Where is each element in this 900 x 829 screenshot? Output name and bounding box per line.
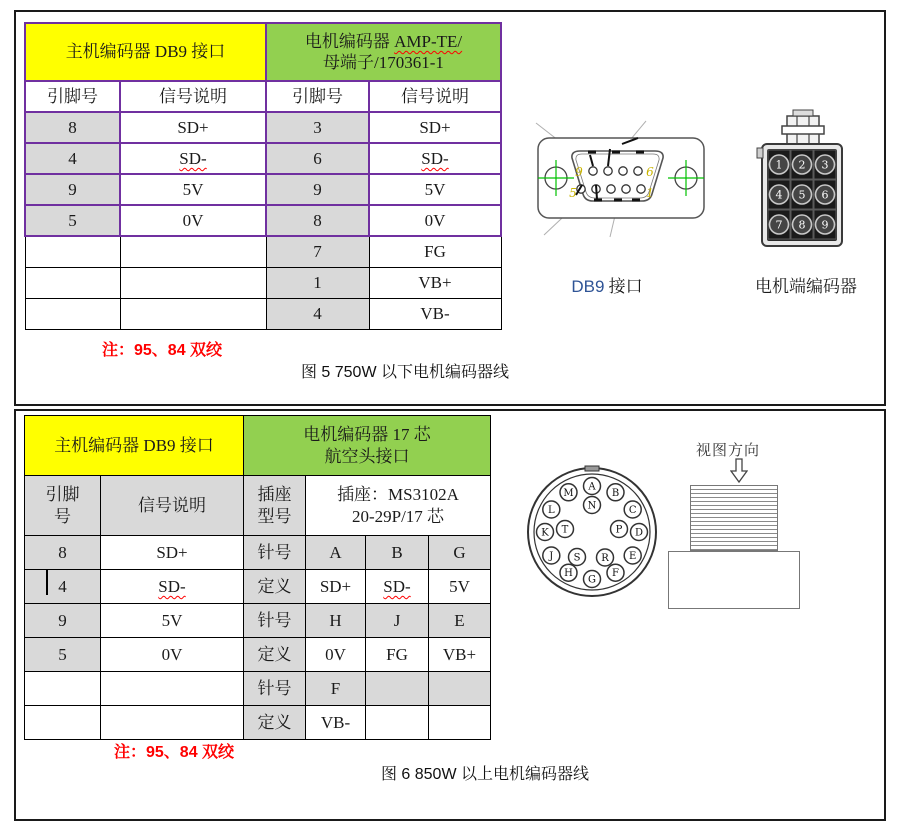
col-header xyxy=(25,476,101,536)
socket-model-text: 插座：MS3102A xyxy=(337,485,459,505)
socket-model-text: 20-29P/17 芯 xyxy=(351,506,445,526)
header-text: 电机编码器 17 芯 xyxy=(303,425,431,445)
cell: 5V xyxy=(101,604,244,638)
header-motor-encoder xyxy=(244,416,491,476)
cell: 定义 xyxy=(244,570,306,604)
cell: A xyxy=(306,536,366,570)
cell xyxy=(120,267,266,298)
motor-encoder-connector-drawing xyxy=(751,108,861,268)
cell: 5V xyxy=(369,174,501,205)
cell: 3 xyxy=(266,112,369,143)
figure6-section xyxy=(14,409,886,821)
cell: 6 xyxy=(266,143,369,174)
cell xyxy=(369,143,501,174)
header-text: 电机编码器 xyxy=(304,31,395,51)
cell xyxy=(25,298,120,329)
threaded-barrel xyxy=(690,485,778,551)
col-header: 信号说明 xyxy=(101,476,244,536)
pin-letter: M xyxy=(563,487,574,499)
cell: SD+ xyxy=(101,536,244,570)
cell: 定义 xyxy=(244,638,306,672)
header-motor-encoder xyxy=(266,23,501,81)
pin-letter: R xyxy=(601,553,609,564)
figure6-pin-table xyxy=(24,415,491,740)
table-row xyxy=(25,267,501,298)
cell: 4 xyxy=(25,570,101,604)
table-row xyxy=(25,604,491,638)
cell: VB+ xyxy=(429,638,491,672)
cell: 9 xyxy=(25,604,101,638)
cell: 4 xyxy=(266,298,369,329)
cell: 8 xyxy=(25,112,120,143)
misspelled-text: SD- xyxy=(421,148,449,168)
pin-letter: J xyxy=(549,551,554,562)
cell xyxy=(429,706,491,740)
pin-letter: B xyxy=(611,487,620,499)
cell xyxy=(366,570,429,604)
cell xyxy=(120,298,266,329)
db9-connector-drawing xyxy=(526,115,726,245)
twisted-pair-note: 注：95、84 双绞 xyxy=(102,342,223,359)
figure5-caption: 图 5 750W 以下电机编码器线 xyxy=(300,364,510,381)
cell xyxy=(101,672,244,706)
cell: E xyxy=(429,604,491,638)
pin-number: 9 xyxy=(575,165,583,179)
db9-drawing-label xyxy=(547,272,667,297)
header-host-db9: 主机编码器 DB9 接口 xyxy=(25,416,244,476)
text-cursor xyxy=(46,569,48,595)
header-text: 母端子/170361-1 xyxy=(323,53,444,72)
cell: SD+ xyxy=(306,570,366,604)
cell: H xyxy=(306,604,366,638)
cell: 9 xyxy=(25,174,120,205)
cell: J xyxy=(366,604,429,638)
col-header: 引脚号 xyxy=(266,81,369,112)
side-nub xyxy=(757,148,763,158)
cell: FG xyxy=(369,236,501,267)
cell: 针号 xyxy=(244,604,306,638)
pin-number: 6 xyxy=(646,165,654,179)
pin-number: 8 xyxy=(798,218,806,232)
cell xyxy=(366,706,429,740)
cell: F xyxy=(306,672,366,706)
cell xyxy=(25,236,120,267)
pin-letter: S xyxy=(573,552,581,564)
pin-number: 5 xyxy=(798,188,806,202)
cell: 5V xyxy=(429,570,491,604)
col-header-text: 型号 xyxy=(257,506,292,526)
cell xyxy=(366,672,429,706)
table-row xyxy=(25,236,501,267)
cell xyxy=(101,706,244,740)
pin-letter: N xyxy=(587,500,597,512)
connector-base xyxy=(668,551,800,609)
col-header xyxy=(244,476,306,536)
pin-letter: L xyxy=(547,505,555,516)
cell: 8 xyxy=(25,536,101,570)
pin-letter: H xyxy=(564,568,573,580)
table-row xyxy=(25,536,491,570)
cell: B xyxy=(366,536,429,570)
pin-letter: P xyxy=(615,524,623,536)
table-row xyxy=(25,143,501,174)
twisted-pair-note: 注：95、84 双绞 xyxy=(114,744,235,761)
cell: 9 xyxy=(266,174,369,205)
cell: 5 xyxy=(25,638,101,672)
cell xyxy=(429,672,491,706)
pin-letter: T xyxy=(561,524,569,536)
cell: 5 xyxy=(25,205,120,236)
figure6-caption: 图 6 850W 以上电机编码器线 xyxy=(380,766,590,783)
cell xyxy=(120,236,266,267)
cell xyxy=(120,143,266,174)
col-header-text: 引脚 xyxy=(45,485,80,505)
table-row xyxy=(25,205,501,236)
encoder-drawing-label: 电机端编码器 xyxy=(755,277,857,296)
cell: 1 xyxy=(266,267,369,298)
cell: 针号 xyxy=(244,672,306,706)
pin-number: 7 xyxy=(775,218,783,232)
cell: 0V xyxy=(306,638,366,672)
cell: 5V xyxy=(120,174,266,205)
pin-number: 4 xyxy=(775,188,783,202)
cell: 7 xyxy=(266,236,369,267)
cell xyxy=(101,570,244,604)
misspelled-text: SD- xyxy=(158,576,186,596)
table-row xyxy=(25,174,501,205)
pin-letter: A xyxy=(588,481,596,493)
misspelled-text: SD- xyxy=(179,148,207,168)
pin-letter: F xyxy=(612,568,619,580)
cell: 针号 xyxy=(244,536,306,570)
connector-side-view xyxy=(668,439,838,460)
db9-label-blue: DB9 xyxy=(571,277,605,296)
cell: FG xyxy=(366,638,429,672)
down-arrow-icon xyxy=(730,458,748,484)
aviation-connector-drawing xyxy=(521,461,663,603)
table-row xyxy=(25,672,491,706)
cell: SD+ xyxy=(369,112,501,143)
pin-letter: G xyxy=(588,574,596,586)
pin-letter: D xyxy=(634,527,644,539)
view-direction-label: 视图方向 xyxy=(696,443,761,459)
pin-letter: K xyxy=(541,527,549,539)
misspelled-text: SD- xyxy=(383,576,411,596)
cell: 4 xyxy=(25,143,120,174)
col-header: 信号说明 xyxy=(120,81,266,112)
cell: VB- xyxy=(369,298,501,329)
cell: VB- xyxy=(306,706,366,740)
table-row xyxy=(25,706,491,740)
figure5-section xyxy=(14,10,886,406)
cell xyxy=(25,672,101,706)
cell: G xyxy=(429,536,491,570)
figure5-pin-table xyxy=(24,22,502,330)
header-text: 航空头接口 xyxy=(324,446,410,466)
cell xyxy=(25,267,120,298)
pin-number: 3 xyxy=(821,158,829,172)
cell: 0V xyxy=(120,205,266,236)
socket-model xyxy=(306,476,491,536)
pin-number: 9 xyxy=(821,218,829,232)
cell: 0V xyxy=(101,638,244,672)
pin-number: 6 xyxy=(821,188,829,202)
pin-grid xyxy=(768,150,836,239)
key-notch xyxy=(585,466,599,471)
cell: SD+ xyxy=(120,112,266,143)
db9-label-rest: 接口 xyxy=(604,277,643,296)
cell: VB+ xyxy=(369,267,501,298)
pin-letter: E xyxy=(629,551,637,562)
table-row xyxy=(25,638,491,672)
cell xyxy=(25,706,101,740)
col-header-text: 号 xyxy=(54,506,71,526)
latch xyxy=(782,110,824,146)
cell: 8 xyxy=(266,205,369,236)
cell: 定义 xyxy=(244,706,306,740)
cell: 0V xyxy=(369,205,501,236)
misspelled-text: AMP-TE/ xyxy=(394,31,463,51)
pin-number: 1 xyxy=(775,158,783,172)
col-header-text: 插座 xyxy=(257,485,292,505)
pin-letter: C xyxy=(628,505,637,516)
col-header: 信号说明 xyxy=(369,81,501,112)
col-header: 引脚号 xyxy=(25,81,120,112)
header-host-db9: 主机编码器 DB9 接口 xyxy=(25,23,266,81)
pin-number: 2 xyxy=(798,158,806,172)
pin-number: 1 xyxy=(646,186,654,200)
table-row xyxy=(25,112,501,143)
pin-number: 5 xyxy=(569,186,577,200)
table-row xyxy=(25,298,501,329)
table-row xyxy=(25,570,491,604)
